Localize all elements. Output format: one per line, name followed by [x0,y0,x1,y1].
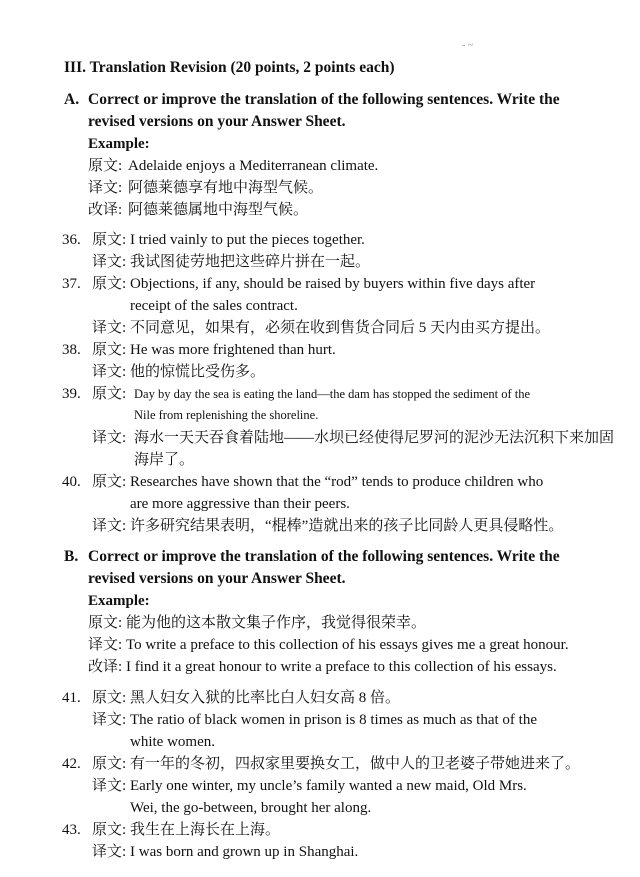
part-a-example-src-label: 原文: [88,158,123,174]
item-41-src: 黑人妇女入狱的比率比白人妇女高 8 倍。 [130,690,401,706]
part-a-example-tr-label: 译文: [88,180,123,196]
item-36-src: I tried vainly to put the pieces together. [130,232,365,248]
item-38-tr-label: 译文: [92,364,127,380]
item-38-src: He was more frightened than hurt. [130,342,336,358]
item-43-number: 43. [62,822,81,838]
part-a-instruction-2: revised versions on your Answer Sheet. [88,113,346,130]
item-37-tr: 不同意见，如果有，必须在收到售货合同后 5 天内由买方提出。 [130,320,551,336]
item-39-tr-label: 译文: [92,430,127,446]
item-40-tr-label: 译文: [92,518,127,534]
item-42-src: 有一年的冬初，四叔家里要换女工，做中人的卫老婆子带她进来了。 [130,756,581,772]
item-37-src-2: receipt of the sales contract. [130,298,298,314]
part-b-instruction-2: revised versions on your Answer Sheet. [88,570,346,587]
item-39-tr-2: 海岸了。 [134,452,195,468]
item-41-tr-1: The ratio of black women in prison is 8 times as much as that of the [130,712,537,728]
item-41-tr-label: 译文: [92,712,127,728]
item-39-src-1: Day by day the sea is eating the land—the dam has stopped the sediment of the [134,387,531,401]
item-40-src-1: Researches have shown that the “rod” tends to produce children who [130,474,544,490]
item-43-tr-label: 译文: [92,844,127,860]
item-40-tr: 许多研究结果表明，“棍棒”造就出来的孩子比同龄人更具侵略性。 [130,518,564,534]
part-b-example-tr-label: 译文: [88,637,123,653]
part-b-example-rev: I find it a great honour to write a preface to this collection of his essays. [126,659,557,675]
item-43-src: 我生在上海长在上海。 [130,822,281,838]
part-b-label: B. [64,548,79,565]
part-a-example-rev: 阿德莱德属地中海型气候。 [128,202,309,218]
item-43-src-label: 原文: [92,822,127,838]
item-42-tr-label: 译文: [92,778,127,794]
part-b-example-label: Example: [88,593,150,609]
item-39-number: 39. [62,386,81,402]
section-title: III. Translation Revision (20 points, 2 points each) [64,59,395,76]
item-38-number: 38. [62,342,81,358]
item-41-tr-2: white women. [130,734,215,750]
item-36-src-label: 原文: [92,232,127,248]
item-42-tr-2: Wei, the go-between, brought her along. [130,800,372,816]
item-39-tr-1: 海水一天天吞食着陆地——水坝已经使得尼罗河的泥沙无法沉积下来加固 [134,430,615,446]
part-a-example-rev-label: 改译: [88,202,123,218]
part-a-example-tr: 阿德莱德享有地中海型气候。 [128,180,324,196]
item-42-number: 42. [62,756,81,772]
part-a-label: A. [64,91,80,108]
item-37-tr-label: 译文: [92,320,127,336]
item-37-number: 37. [62,276,81,292]
item-43-tr: I was born and grown up in Shanghai. [130,844,359,860]
part-a-instruction-1: Correct or improve the translation of the following sentences. Write the [88,91,560,108]
item-37-src-1: Objections, if any, should be raised by buyers within five days after [130,276,536,292]
item-41-src-label: 原文: [92,690,127,706]
part-b-instruction-1: Correct or improve the translation of the following sentences. Write the [88,548,560,565]
part-b-example-src: 能为他的这本散文集子作序，我觉得很荣幸。 [126,615,427,631]
item-37-src-label: 原文: [92,276,127,292]
item-42-src-label: 原文: [92,756,127,772]
item-40-src-2: are more aggressive than their peers. [130,496,350,512]
item-36-number: 36. [62,232,81,248]
part-b-example-src-label: 原文: [88,615,123,631]
item-42-tr-1: Early one winter, my uncle’s family wanted a new maid, Old Mrs. [130,778,527,794]
item-39-src-2: Nile from replenishing the shoreline. [134,408,319,422]
item-41-number: 41. [62,690,81,706]
item-38-src-label: 原文: [92,342,127,358]
part-a-example-label: Example: [88,136,150,152]
item-40-src-label: 原文: [92,474,127,490]
scan-mark: - ~ [462,40,474,51]
item-38-tr: 他的惊慌比受伤多。 [130,364,266,380]
part-b-example-tr: To write a preface to this collection of his essays gives me a great honour. [126,637,569,653]
item-36-tr-label: 译文: [92,254,127,270]
item-36-tr: 我试图徒劳地把这些碎片拼在一起。 [130,254,371,270]
part-a-example-src: Adelaide enjoys a Mediterranean climate. [128,158,379,174]
item-40-number: 40. [62,474,81,490]
part-b-example-rev-label: 改译: [88,659,123,675]
item-39-src-label: 原文: [92,386,127,402]
